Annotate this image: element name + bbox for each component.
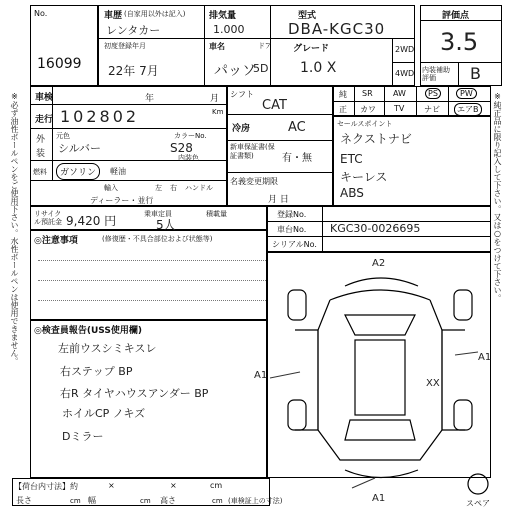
cargo-x1: × [108,481,115,490]
interior-score-value: B [470,64,481,83]
fuel-value: ガソリン [56,163,100,180]
mileage-value: 102802 [60,107,140,126]
length-label: 長さ [16,496,32,505]
width-label: 幅 [88,496,96,505]
inspector-note-1: 右ステップ BP [60,365,133,378]
name-change-unit: 月 日 [268,195,289,205]
left-label: 左 [155,184,162,192]
interior-label: 装 [36,149,46,159]
diagram-mark-a2: A2 [372,258,386,269]
cargo-cm: cm [210,481,223,490]
color-value: シルバー [58,142,101,155]
displacement-value: 1.000 [213,23,245,36]
inspector-note-2: 右R タイヤハウスアンダー BP [60,387,209,400]
drive-4wd: 4WD [395,69,415,78]
doors-label: ドア [258,42,272,50]
manual-value: 有・無 [282,153,312,164]
displacement-label: 排気量 [209,11,237,21]
diagram-mark-a1-left: A1 [254,370,268,381]
model-value: DBA-KGC30 [288,20,386,38]
manual-label: 新車保証書(保証書類) [230,143,275,160]
grade-value: 1.0 X [300,60,337,76]
equip-5: 正 [339,105,347,114]
diagram-mark-xx: XX [426,378,440,389]
model-label: 型式 [298,11,317,21]
drive-2wd: 2WD [395,45,415,54]
height-cm: cm [212,497,223,505]
exterior-label: 外 [36,135,46,145]
capacity-label: 乗車定員 [144,210,172,218]
diagram-mark-a1-right: A1 [478,352,492,363]
lot-number: 16099 [37,56,82,72]
color-no-label: カラーNo. [174,132,207,140]
selling-point-2: キーレス [340,170,388,184]
history-note: (自家用以外は記入) [124,10,186,18]
interior-color-label: 内装色 [178,154,199,162]
doors-value: 5D [253,62,269,75]
equip-6: カワ [360,105,376,114]
fuel-label: 燃料 [33,168,47,176]
width-cm: cm [140,497,151,505]
chassis-label: 車台No. [277,225,307,234]
equip-3: PS [425,88,441,99]
equip-0: 純 [339,90,347,99]
cargo-x2: × [170,481,177,490]
month-unit: 月 [210,94,220,104]
grade-label: グレード [293,44,330,54]
car-name-value: パッソ [214,63,256,79]
inspector-note-0: 左前ウスシミキスレ [58,342,157,355]
interior-score-label: 内装補助評価 [422,66,450,82]
first-reg-value: 22年 7月 [108,64,159,78]
import-label: 輸入 [104,184,118,192]
remarks-subtitle: (修復歴・不具合部位および状態等) [102,235,213,243]
recycle-value: 9,420 円 [66,214,117,228]
recycle-label: リサイクル預託金 [34,210,62,226]
diagram-mark-a1-bottom: A1 [372,493,386,504]
right-label: 右 [170,184,177,192]
spare-label: スペア [466,499,490,508]
footer-note: (車検証上の寸法) [228,497,283,505]
first-reg-label: 初度登録年月 [104,42,146,50]
name-change-label: 名義変更期限 [230,177,278,186]
chassis-value: KGC30-0026695 [330,222,421,235]
mileage-label: 走行 [35,115,54,125]
handle-label: ハンドル [185,184,213,192]
car-name-label: 車名 [209,42,225,51]
remarks-title: ◎注意事項 [34,236,78,246]
load-label: 積載量 [206,210,227,218]
ac-value: AC [288,120,306,135]
fuel-light: 軽油 [110,167,126,176]
capacity-value: 5人 [156,218,176,232]
selling-point-3: ABS [340,186,364,200]
evaluation-label: 評価点 [442,11,470,21]
year-unit: 年 [145,94,155,104]
selling-points-label: セールスポイント [337,120,393,128]
equip-9: エアB [454,103,482,116]
serial-label: シリアルNo. [272,240,317,249]
selling-point-1: ETC [340,152,363,166]
left-vertical-note: ※必ず油性ボールペンをご使用下さい。水性ボールペンは使用できません。 [10,92,19,365]
inspector-note-4: Dミラー [62,430,104,443]
length-cm: cm [70,497,81,505]
height-label: 高さ [160,496,176,505]
color-no-value: S28 [170,141,193,155]
right-vertical-note: ※純正品に限り記入して下さい。又は○をつけて下さい。 [493,92,502,302]
equip-8: ナビ [424,105,440,114]
km-unit: Km [212,108,224,116]
inspector-title: ◎検査員報告(USS使用欄) [34,326,142,336]
original-color-label: 元色 [56,132,70,140]
score-value: 3.5 [440,28,479,56]
cargo-label: 【荷台内寸法】約 [14,482,78,491]
shift-value: CAT [262,98,287,113]
equip-1: SR [362,89,373,98]
ac-label: 冷房 [232,124,251,134]
reg-no-label: 登録No. [277,210,307,219]
selling-point-0: ネクストナビ [340,132,412,146]
no-label: No. [34,9,48,18]
dealer-label: ディーラー・並行 [90,196,154,205]
shaken-label: 車検 [35,93,54,103]
shift-label: シフト [230,90,254,99]
history-label: 車歴 [104,11,123,21]
history-value: レンタカー [106,24,161,37]
inspector-note-3: ホイルCP ノキズ [62,407,146,420]
equip-2: AW [393,89,406,98]
equip-4: PW [456,88,477,99]
equip-7: TV [394,104,405,113]
